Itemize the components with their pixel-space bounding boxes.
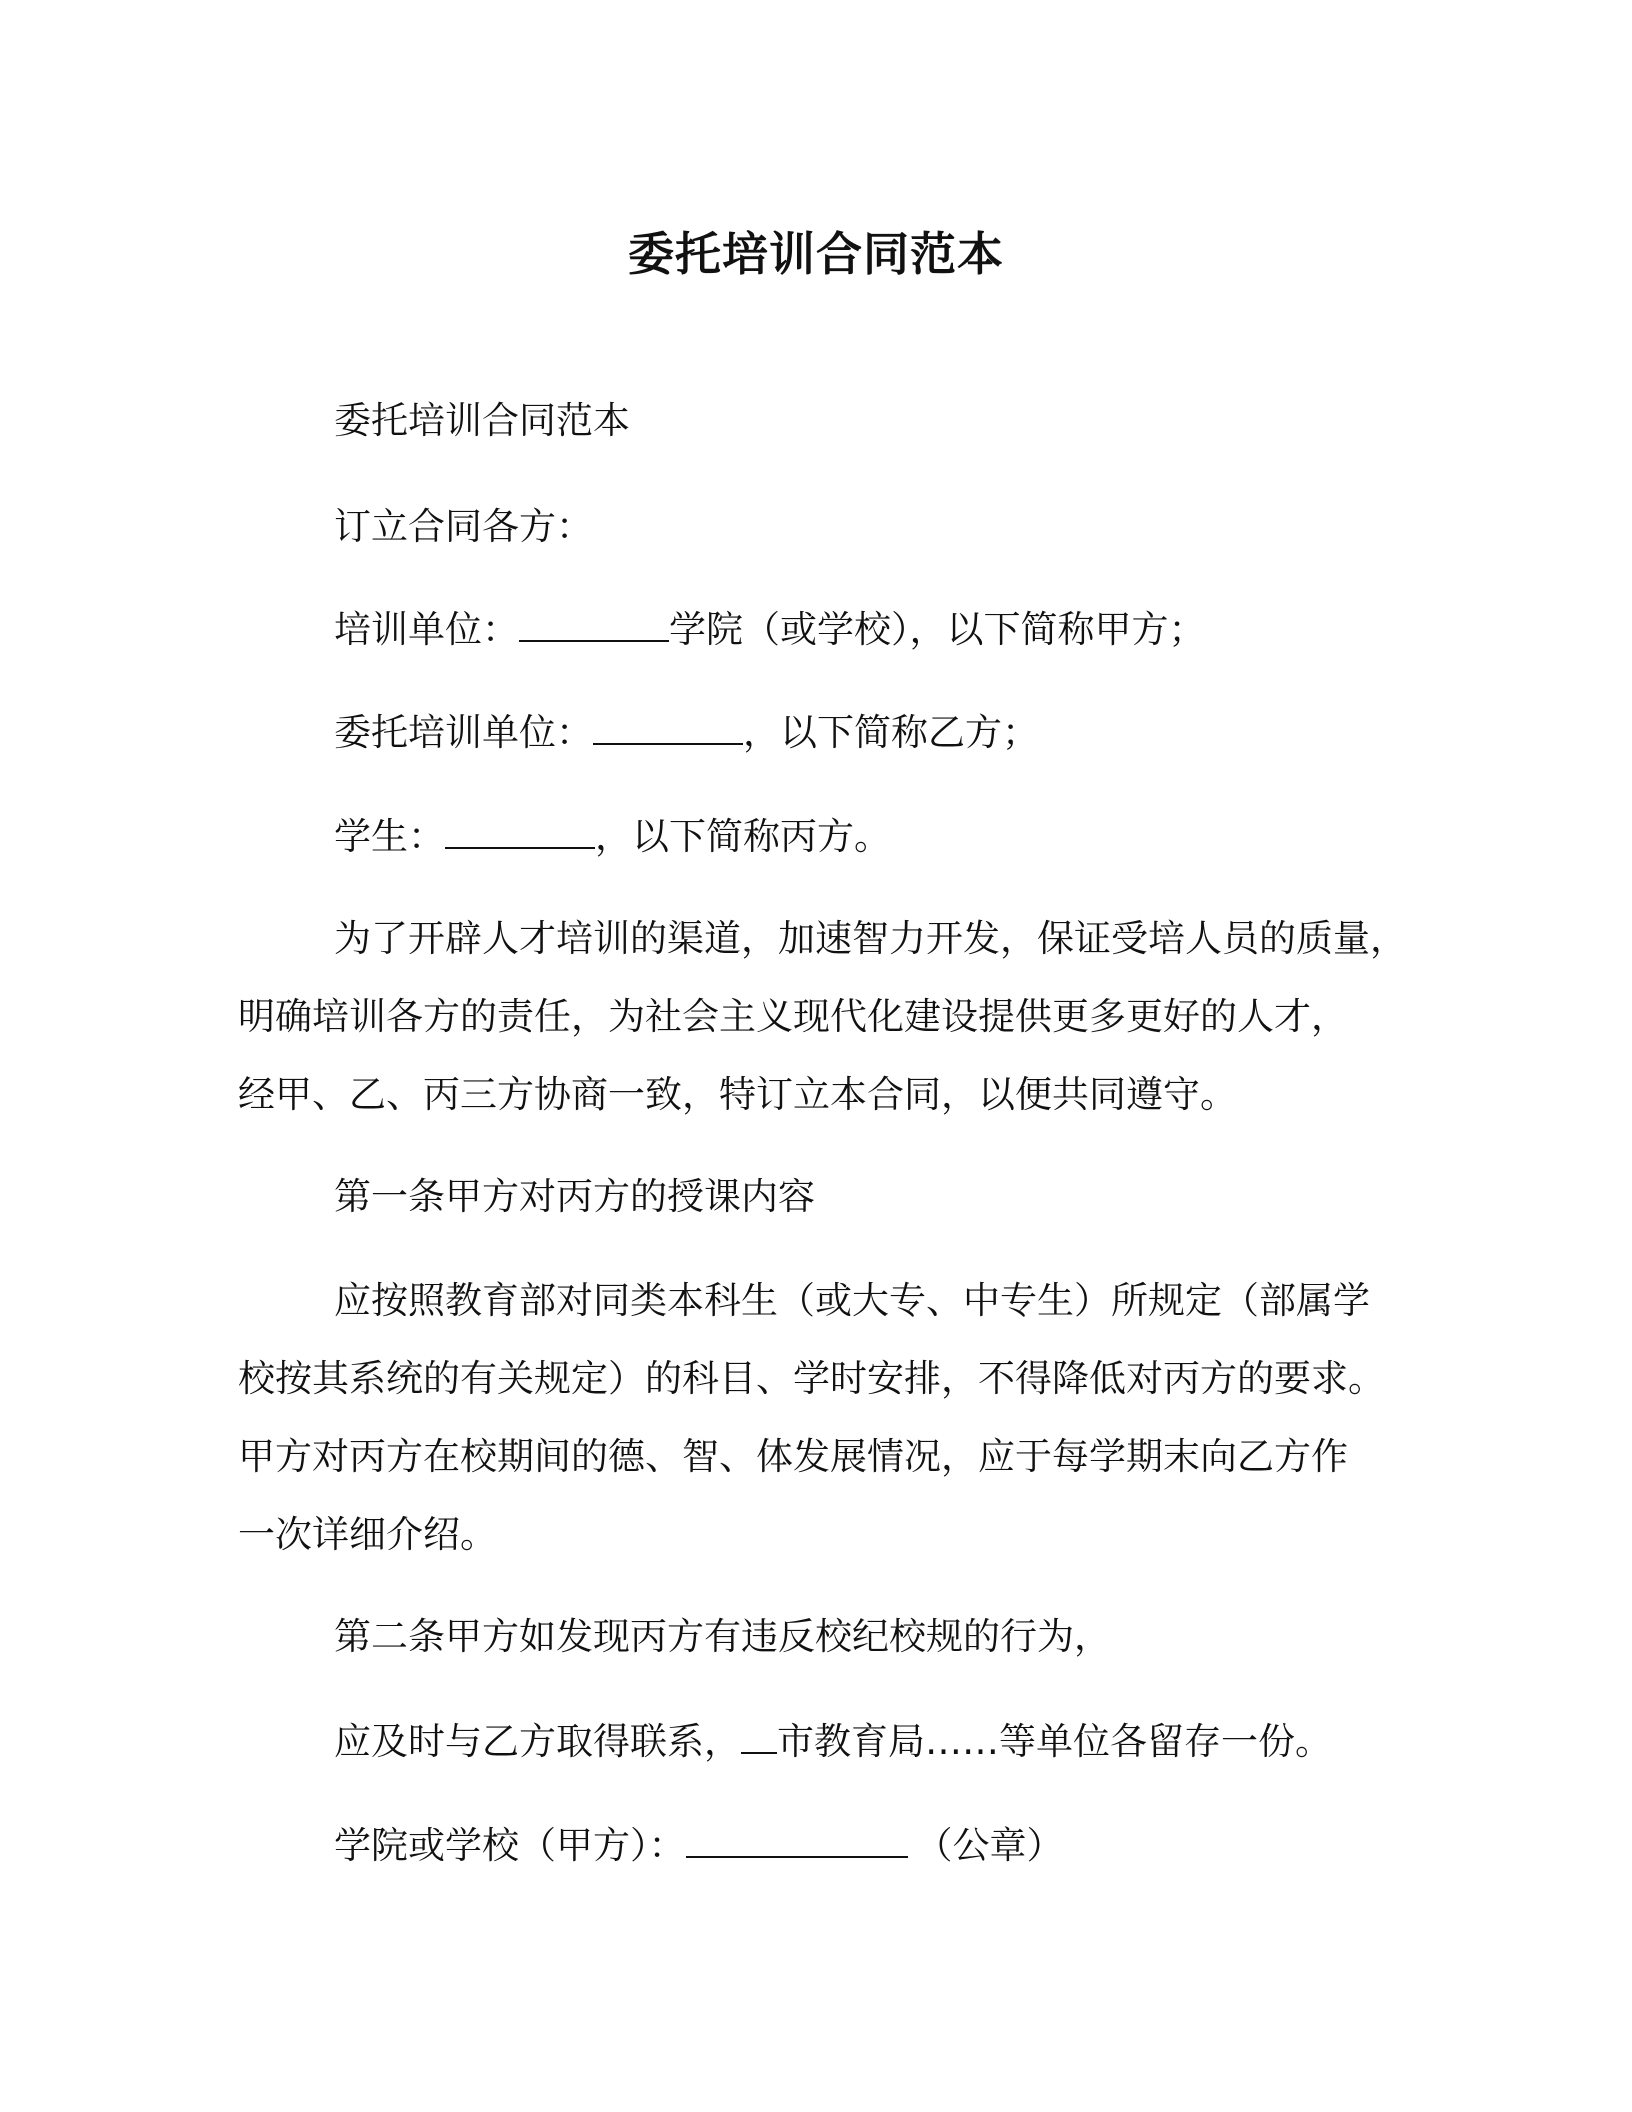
party-c-blank [445,817,595,849]
article-2-suffix: 市教育局……等单位各留存一份。 [777,1720,1332,1763]
signature-label: 学院或学校（甲方）： [334,1824,686,1867]
party-a-label: 培训单位： [334,608,519,651]
signature-line [334,1824,1064,1867]
document-title: 委托培训合同范本 [628,227,1004,281]
signature-blank [686,1826,908,1858]
party-c-suffix: ，以下简称丙方。 [595,815,891,858]
party-b-label: 委托培训单位： [334,711,593,754]
party-c-label: 学生： [334,815,445,858]
seal-label: （公章） [915,1824,1064,1867]
article-2-line [334,1720,1332,1763]
party-a-line [334,608,1206,651]
party-a-blank [519,610,669,642]
article-1-line: 应按照教育部对同类本科生（或大专、中专生）所规定（部属学 [334,1279,1370,1322]
article-2-prefix: 应及时与乙方取得联系， [334,1720,741,1763]
party-a-suffix: 学院（或学校），以下简称甲方； [669,608,1206,651]
party-b-line [334,711,1039,754]
article-1-line: 甲方对丙方在校期间的德、智、体发展情况，应于每学期末向乙方作 [238,1435,1348,1478]
preamble-line: 为了开辟人才培训的渠道，加速智力开发，保证受培人员的质量， [334,917,1407,960]
party-b-suffix: ，以下简称乙方； [743,711,1039,754]
preamble-line: 经甲、乙、丙三方协商一致，特订立本合同，以便共同遵守。 [238,1073,1237,1116]
article-1-line: 校按其系统的有关规定）的科目、学时安排，不得降低对丙方的要求。 [238,1357,1385,1400]
city-blank [741,1722,777,1754]
parties-heading: 订立合同各方： [334,505,593,548]
article-1-line: 一次详细介绍。 [238,1513,497,1556]
article-1-heading: 第一条甲方对丙方的授课内容 [334,1175,815,1218]
party-b-blank [593,713,743,745]
preamble-line: 明确培训各方的责任，为社会主义现代化建设提供更多更好的人才， [238,995,1348,1038]
party-c-line [334,815,891,858]
subtitle: 委托培训合同范本 [334,399,630,442]
article-2-heading: 第二条甲方如发现丙方有违反校纪校规的行为， [334,1615,1111,1658]
